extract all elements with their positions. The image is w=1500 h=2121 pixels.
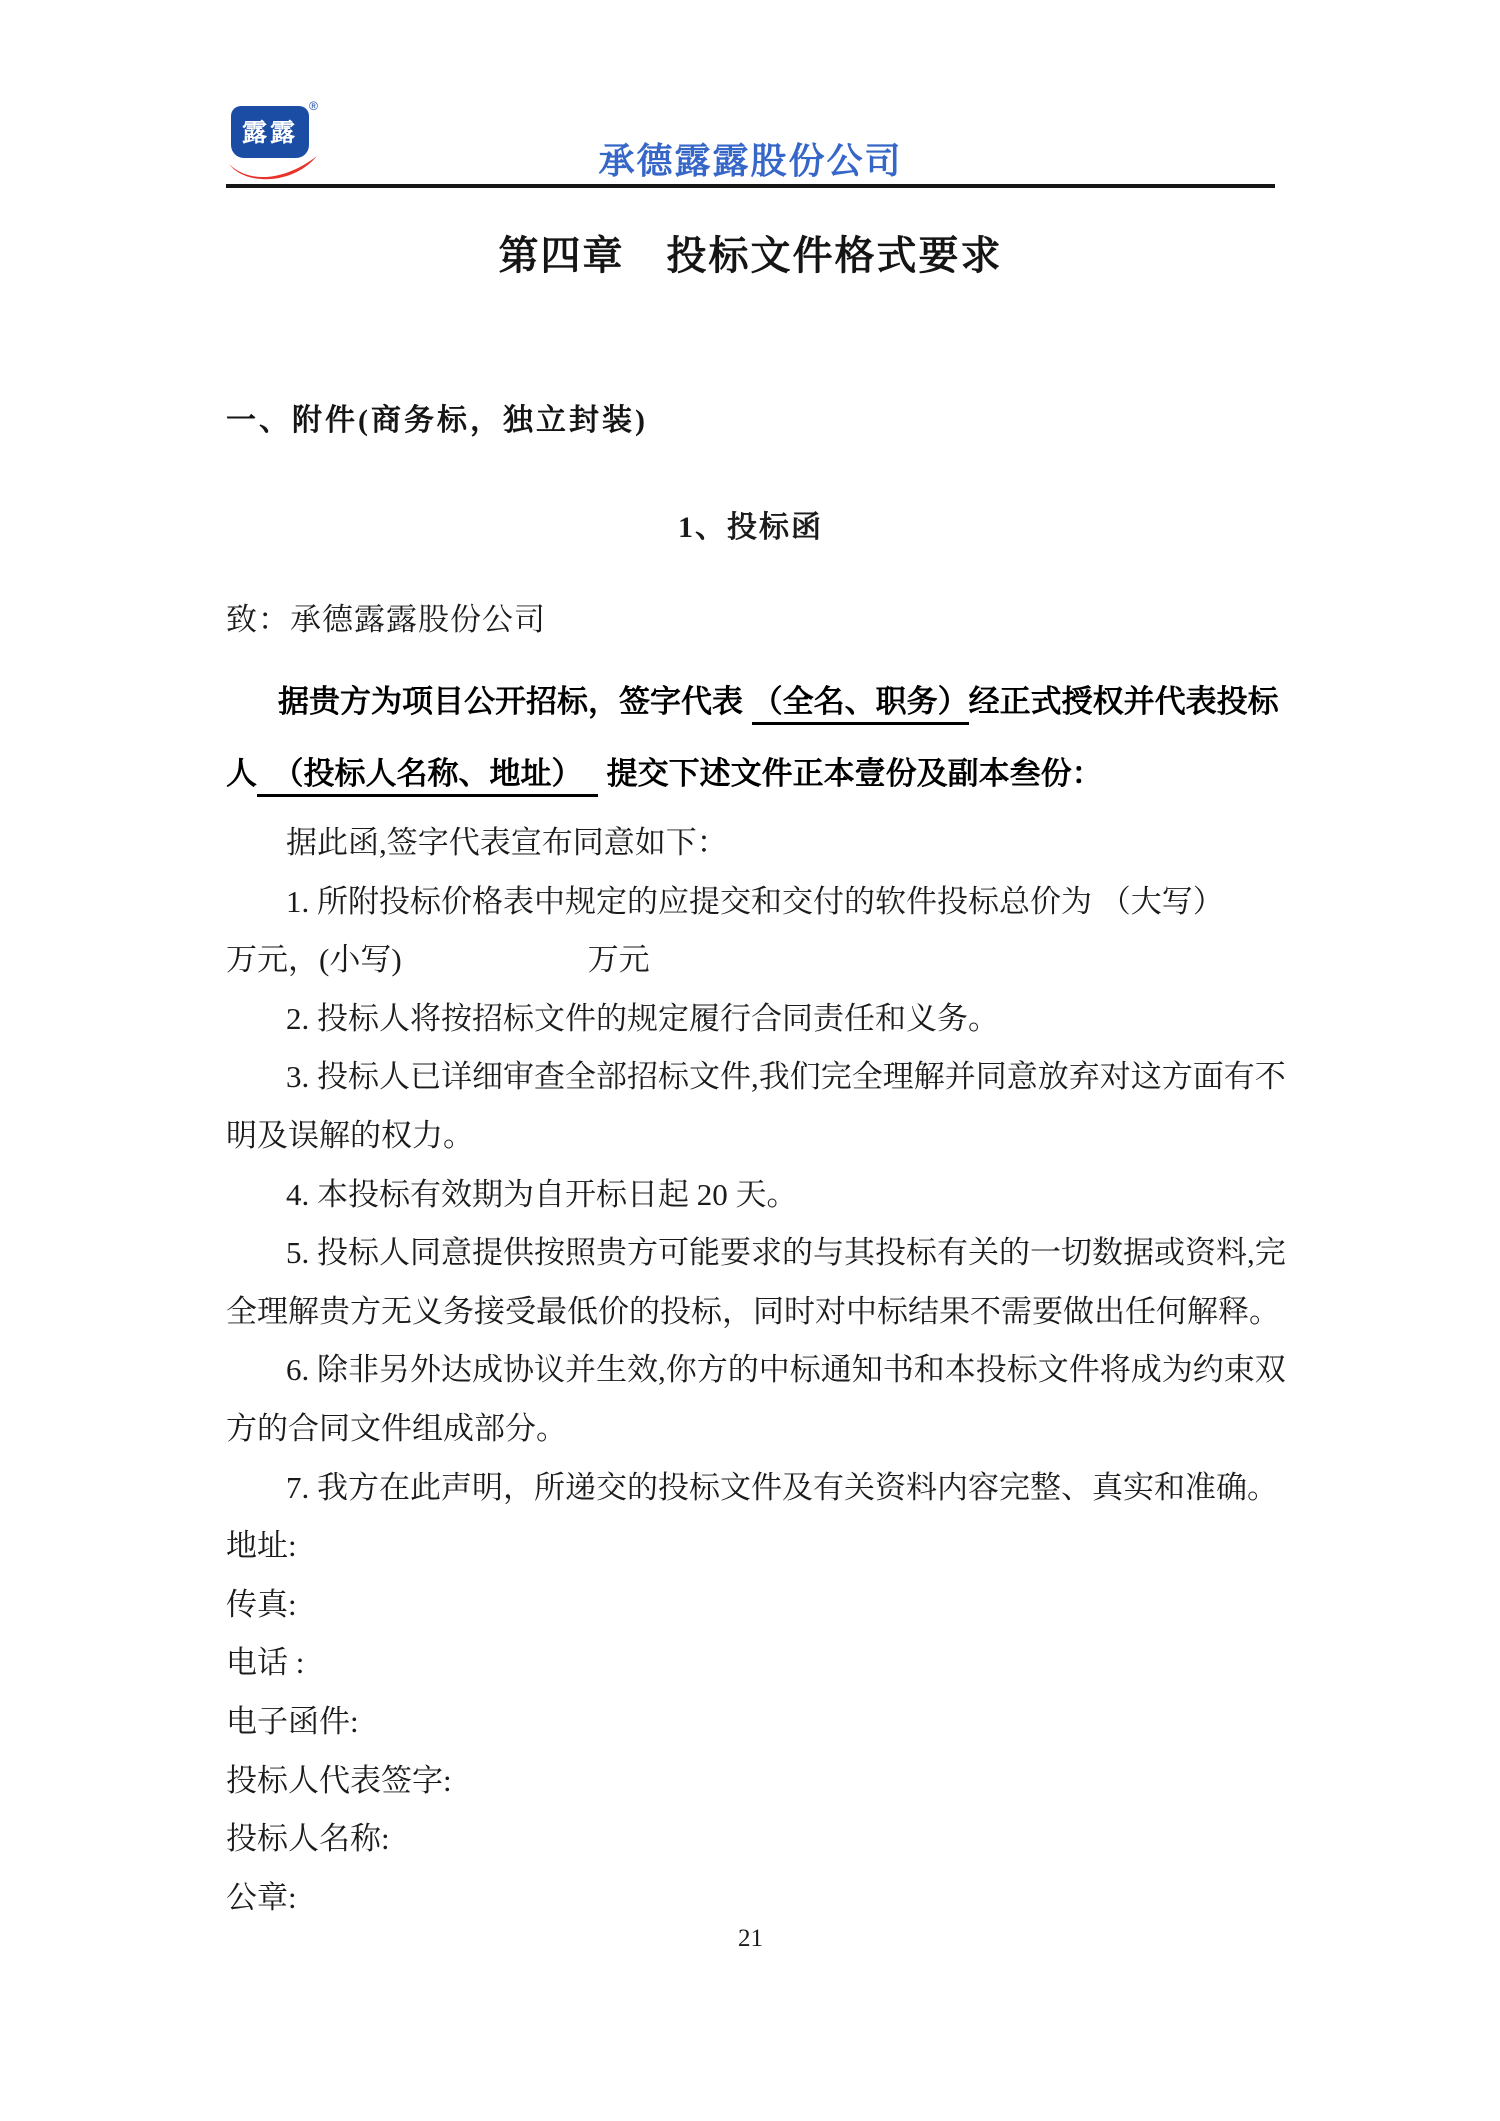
clause-4: 4. 本投标有效期为自开标日起 20 天。 bbox=[286, 1176, 798, 1212]
clause-5-continuation: 全理解贵方无义务接受最低价的投标，同时对中标结果不需要做出任何解释。 bbox=[226, 1293, 1280, 1329]
clause-1-continuation: 万元，(小写) 万元 bbox=[226, 942, 650, 978]
logo-characters: 露露 bbox=[241, 118, 298, 147]
authorization-line-2-tail: 提交下述文件正本壹份及副本叁份： bbox=[598, 756, 1103, 791]
form-field-address: 地址: bbox=[226, 1528, 297, 1564]
company-name: 承德露露股份公司 bbox=[598, 140, 903, 181]
form-field-representative-signature: 投标人代表签字: bbox=[226, 1762, 452, 1798]
authorization-line-2-lead: 人 bbox=[226, 756, 257, 791]
authorization-line-1 bbox=[226, 666, 1282, 738]
page-number: 21 bbox=[738, 1925, 763, 1952]
letter-body bbox=[226, 814, 1286, 1927]
clause-2: 2. 投标人将按招标文件的规定履行合同责任和义务。 bbox=[286, 1000, 999, 1036]
chapter-title: 第四章 投标文件格式要求 bbox=[498, 233, 1003, 278]
section-heading: 一、附件(商务标，独立封装) bbox=[226, 404, 648, 437]
clause-6-continuation: 方的合同文件组成部分。 bbox=[226, 1410, 567, 1446]
authorization-line-1-lead: 据贵方为项目公开招标，签字代表 bbox=[278, 684, 752, 719]
clause-3: 3. 投标人已详细审查全部招标文件,我们完全理解并同意放弃对这方面有不 bbox=[286, 1059, 1286, 1095]
form-field-official-seal: 公章: bbox=[226, 1879, 297, 1915]
bidder-name-address-blank: （投标人名称、地址） bbox=[257, 756, 598, 797]
clause-1: 1. 所附投标价格表中规定的应提交和交付的软件投标总价为 （大写） bbox=[286, 883, 1224, 919]
authorization-paragraph bbox=[226, 666, 1282, 810]
clause-intro: 据此函,签字代表宣布同意如下： bbox=[286, 825, 728, 860]
clause-3-continuation: 明及误解的权力。 bbox=[226, 1117, 474, 1153]
form-field-bidder-name: 投标人名称: bbox=[226, 1821, 390, 1857]
header-divider bbox=[226, 184, 1275, 188]
clause-5: 5. 投标人同意提供按照贵方可能要求的与其投标有关的一切数据或资料,完 bbox=[286, 1235, 1286, 1271]
clause-6: 6. 除非另外达成协议并生效,你方的中标通知书和本投标文件将成为约束双 bbox=[286, 1352, 1286, 1388]
authorization-line-2 bbox=[226, 738, 1282, 810]
authorization-line-1-tail: 经正式授权并代表投标 bbox=[968, 684, 1279, 719]
form-field-fax: 传真: bbox=[226, 1586, 297, 1622]
clause-7: 7. 我方在此声明，所递交的投标文件及有关资料内容完整、真实和准确。 bbox=[286, 1469, 1278, 1505]
signer-name-blank: （全名、职务） bbox=[752, 684, 969, 725]
registered-trademark-icon: ® bbox=[309, 99, 318, 113]
form-field-phone: 电话 : bbox=[226, 1645, 305, 1681]
subsection-heading: 1、投标函 bbox=[678, 511, 823, 544]
form-field-email: 电子函件: bbox=[226, 1703, 359, 1739]
salutation-line: 致：承德露露股份公司 bbox=[226, 602, 546, 637]
